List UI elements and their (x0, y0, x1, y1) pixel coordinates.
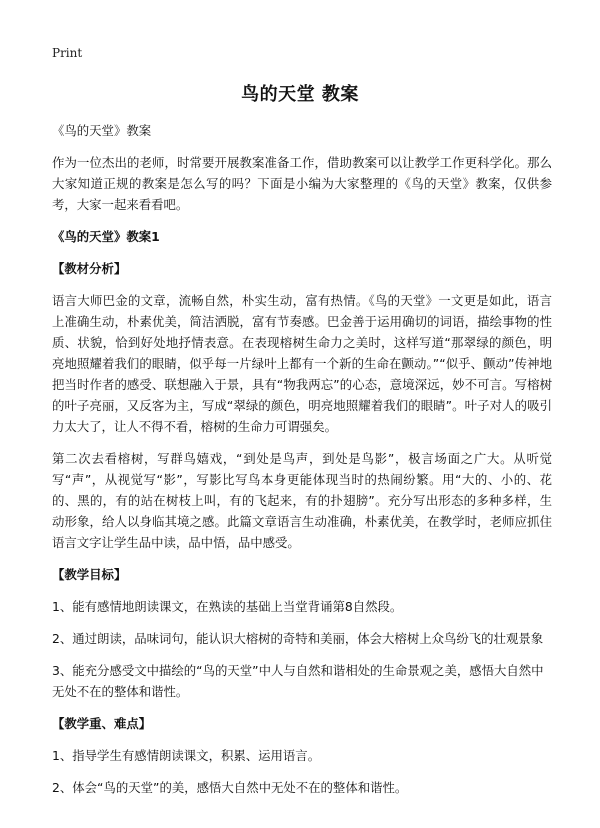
goal-item-2: 2、通过朗读，品味词句，能认识大榕树的奇特和美丽，体会大榕树上众鸟纷飞的壮观景象 (52, 631, 544, 646)
intro-paragraph: 作为一位杰出的老师，时常要开展教案准备工作，借助教案可以让教学工作更科学化。那么大家知道正规的教案是怎么写的吗？下面是小编为大家整理的《鸟的天堂》教案，仅供参考，大家一起来看看吧。 (52, 155, 552, 212)
analysis-paragraph-1: 语言大师巴金的文章，流畅自然，朴实生动，富有热情。《鸟的天堂》一文更是如此，语言上准确生动，朴素优美，简洁洒脱，富有节奏感。巴金善于运用确切的词语，描绘事物的性质、状貌，恰到好处地抒情表意。在表现榕树生命力之美时，这样写道“那翠绿的颜色，明亮地照耀着我们的眼睛，似乎每一片绿叶上都有一个新的生命在颤动。”“似乎、颤动”传神地把当时作者的感受、联想融入于景，具有“物我两忘”的心态，意境深远，妙不可言。写榕树的叶子亮丽，又反客为主，写成“翠绿的颜色，明亮地照耀着我们的眼睛”。叶子对人的吸引力太大了，让人不得不看，榕树的生命力可谓强矣。 (52, 293, 552, 434)
goals-heading: 【教学目标】 (52, 567, 127, 582)
subtitle: 《鸟的天堂》教案 (52, 123, 152, 138)
focus-item-1: 1、指导学生有感情朗读课文，积累、运用语言。 (52, 748, 321, 763)
analysis-heading: 【教材分析】 (52, 261, 127, 276)
print-link[interactable]: Print (52, 46, 83, 60)
goal-item-1: 1、能有感情地朗读课文，在熟读的基础上当堂背诵第8自然段。 (52, 599, 403, 614)
goal-item-3: 3、能充分感受文中描绘的“鸟的天堂”中人与自然和谐相处的生命景观之美，感悟大自然中无处不在的整体和谐性。 (52, 663, 544, 699)
page-title: 鸟的天堂 教案 (241, 84, 359, 105)
article-body (52, 120, 552, 809)
lesson-heading: 《鸟的天堂》教案1 (52, 229, 160, 244)
analysis-paragraph-2: 第二次去看榕树，写群鸟嬉戏，“到处是鸟声，到处是鸟影”，极言场面之广大。从听觉写“声”，从视觉写“影”，写影比写鸟本身更能体现当时的热闹纷繁。用“大的、小的、花的、黑的，有的站在树枝上叫，有的飞起来，有的扑翅膀”。充分写出形态的多种多样，生动形象，给人以身临其境之感。此篇文章语言生动准确，朴素优美，在教学时，老师应抓住语言文字让学生品中读，品中悟，品中感受。 (52, 451, 552, 550)
focus-item-2: 2、体会“鸟的天堂”的美，感悟大自然中无处不在的整体和谐性。 (52, 780, 408, 795)
focus-heading: 【教学重、难点】 (52, 716, 152, 731)
